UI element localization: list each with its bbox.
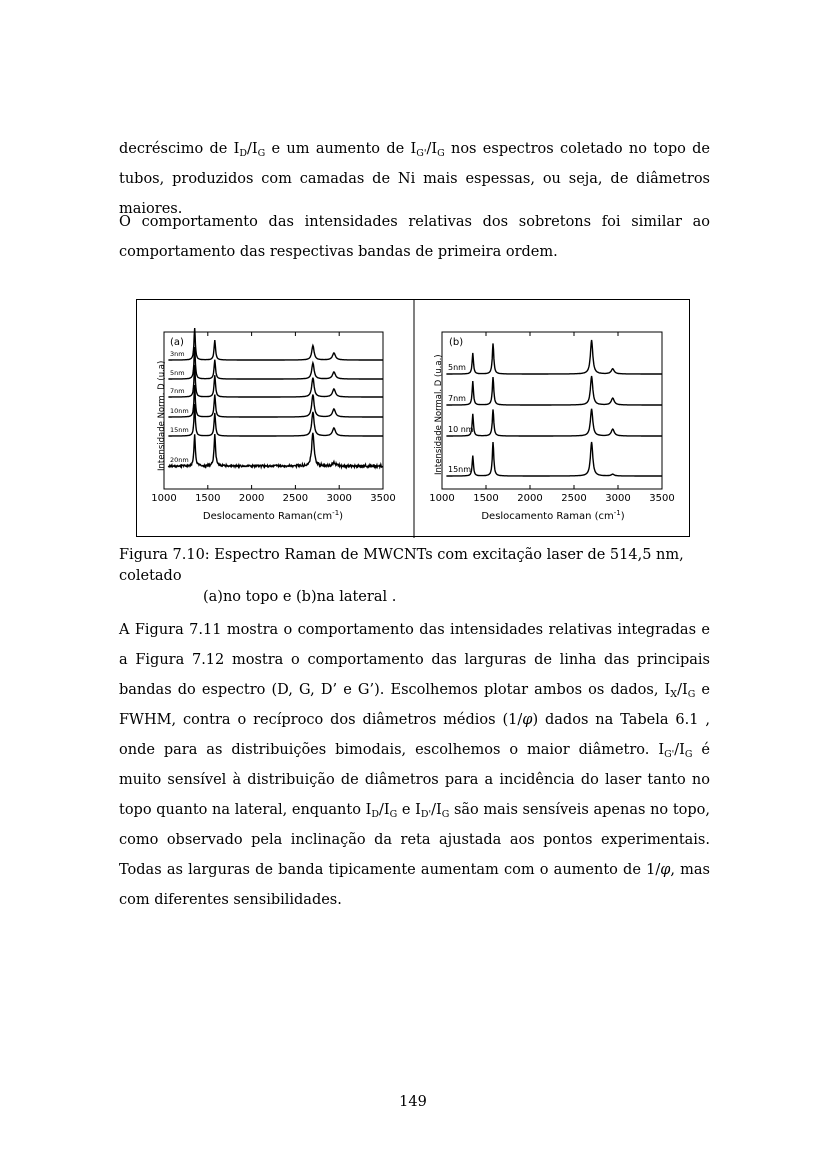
text-run: e I [397,802,421,818]
subscript: G' [416,148,427,159]
series-label: 7nm [170,387,185,395]
text-run: ) dados na Tabela 6.1 , onde para as distribuições bimodais, escolhemos o maior diâmetro. I [119,712,710,758]
spectrum-trace [168,328,383,360]
text-run: /I [247,141,258,157]
panel-b [429,332,674,522]
figure-caption [119,545,719,608]
x-tick-label: 2000 [517,493,543,504]
spectrum-trace [168,347,383,379]
panel-b-traces [446,340,662,476]
x-tick-label: 2500 [282,493,309,504]
text-run: A Figura 7.11 mostra o comportamento das intensidades relativas integradas e a Figura 7.12 mostra o comportamento das larguras de linha das principais bandas do espectro (D, G, D’ e G’). Escolhemos plotar ambos os dados, I [119,622,710,698]
xlabel-sup: -1 [613,509,621,517]
panel-a-traces [168,328,383,467]
x-tick-label: 2000 [238,493,265,504]
series-label: 3nm [170,350,185,358]
subscript: G [389,809,398,820]
x-tick-label: 2500 [561,493,587,504]
text-run: é muito sensível à distribuição de diâmetros para a incidência do laser tanto no topo quanto na lateral, enquanto I [119,742,710,818]
panel-a-ylabel: Intensidade Norm. D (u.a) [157,360,167,471]
series-label: 10nm [170,407,189,415]
text-run: /I [674,742,685,758]
subscript: X [670,689,678,700]
text-run: /I [426,141,438,157]
x-tick-label: 1500 [473,493,499,504]
subscript: D' [420,809,432,820]
series-label: 7nm [448,394,466,403]
x-tick-label: 3500 [649,493,675,504]
phi-symbol: φ [522,712,533,728]
x-tick-label: 3500 [370,493,396,504]
series-label: 5nm [170,369,185,377]
paragraph-2: O comportamento das intensidades relativas dos sobretons foi similar ao comportamento das respectivas bandas de primeira ordem. [119,214,710,260]
subscript: G [687,689,696,700]
xlabel-text: Deslocamento Raman(cm [202,511,333,522]
panel-b-xlabel [481,509,624,522]
text-run: e um aumento de I [265,141,417,157]
x-tick-label: 1000 [429,493,455,504]
panel-a-ticks [151,332,395,504]
spectrum-trace [168,404,383,436]
panel-b-label: (b) [449,337,464,348]
spectrum-trace [168,433,383,468]
subscript: G [684,749,693,760]
spectrum-trace [168,365,383,397]
series-label: 20nm [170,456,189,464]
text-run: e FWHM, contra o recíproco dos diâmetros médios (1/ [119,682,710,728]
subscript: G' [664,749,675,760]
panel-a [151,328,395,522]
panel-b-ticks [429,332,674,504]
text-run: /I [677,682,688,698]
series-label: 10 nm [448,425,474,434]
panel-b-ylabel: Intensidade Normal. D (u.a.) [434,354,444,475]
series-label: 15nm [170,426,189,434]
phi-symbol: φ [660,862,671,878]
subscript: G [257,148,266,159]
caption-line-2: (a)no topo e (b)na lateral . [203,589,397,605]
x-tick-label: 1000 [151,493,177,504]
xlabel-text: Deslocamento Raman (cm [481,511,614,522]
panel-a-xlabel [203,509,343,522]
text-run: decréscimo de I [119,141,240,157]
text-run: são mais sensíveis apenas no topo, como observado pela inclinação da reta ajustada aos pontos experimentais. Todas as larguras de banda tipicamente aumentam com o aumento de 1/ [119,802,710,878]
xlabel-end: ) [339,511,344,522]
spectrum-trace [446,376,662,405]
spectrum-trace [446,340,662,374]
figure-raman-spectra [136,299,690,537]
x-tick-label: 3000 [326,493,352,504]
paragraph-3 [119,615,710,915]
text-run: nos espectros coletado no topo de tubos, produzidos com camadas de Ni mais espessas, ou seja, de diâmetros maiores. [119,141,711,217]
spectrum-trace [446,442,662,476]
series-label: 5nm [448,363,466,372]
xlabel-sup: -1 [332,509,340,517]
text-run: /I [378,802,390,818]
figure-svg [137,300,691,538]
x-tick-label: 3000 [605,493,631,504]
panel-a-label: (a) [170,337,184,348]
caption-line-1: Figura 7.10: Espectro Raman de MWCNTs com excitação laser de 514,5 nm, coletado [119,547,684,584]
panel-b-frame [442,332,662,489]
subscript: G [441,809,450,820]
text-run: , mas com diferentes sensibilidades. [119,862,710,908]
x-tick-label: 1500 [195,493,221,504]
series-label: 15nm [448,465,472,474]
spectrum-trace [446,409,662,436]
text-run: /I [431,802,442,818]
subscript: D [371,809,379,820]
page-number: 149 [399,1094,427,1110]
xlabel-end: ) [620,511,625,522]
subscript: G [437,148,445,159]
subscript: D [239,148,248,159]
spectrum-trace [168,385,383,417]
